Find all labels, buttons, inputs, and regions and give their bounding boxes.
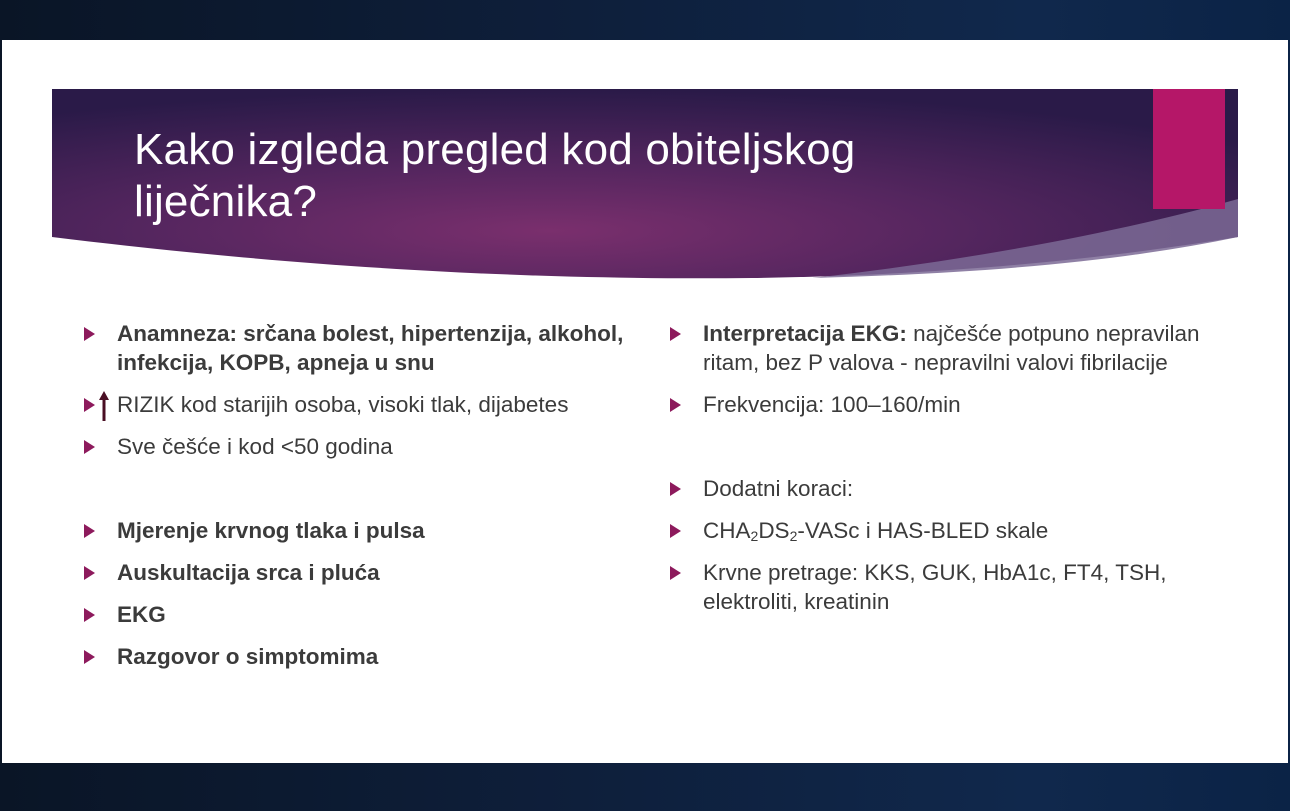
bottom-frame-band xyxy=(0,763,1290,811)
slide-title: Kako izgleda pregled kod obiteljskog liječnika? xyxy=(134,125,856,226)
list-item: $CHA_2DS_2$-VASc i HAS-BLED skale xyxy=(666,516,1226,545)
bullet-icon xyxy=(84,327,95,341)
right-column xyxy=(666,319,1226,616)
top-frame-band xyxy=(0,0,1290,40)
bullet-icon xyxy=(670,482,681,496)
slide xyxy=(2,40,1288,763)
list-item: Dodatni koraci: xyxy=(666,474,1226,503)
bullet-icon xyxy=(84,398,95,412)
list-item: EKG xyxy=(80,600,640,629)
arrow-up-icon xyxy=(99,391,109,421)
bullet-icon xyxy=(84,440,95,454)
list-item: Mjerenje krvnog tlaka i pulsa xyxy=(80,516,640,545)
list-item: Interpretacija EKG: najčešće potpuno nepravilan ritam, bez P valova - nepravilni valovi fibrilacije xyxy=(666,319,1226,377)
bullet-icon xyxy=(84,650,95,664)
accent-tab xyxy=(1153,89,1225,209)
bullet-icon xyxy=(670,398,681,412)
bullet-icon xyxy=(84,608,95,622)
list-item: Sve češće i kod <50 godina xyxy=(80,432,640,461)
bullet-icon xyxy=(670,524,681,538)
bullet-icon xyxy=(670,327,681,341)
bullet-icon xyxy=(670,566,681,580)
list-item: Auskultacija srca i pluća xyxy=(80,558,640,587)
list-item: RIZIK kod starijih osoba, visoki tlak, dijabetes xyxy=(80,390,640,419)
list-item: Anamneza: srčana bolest, hipertenzija, alkohol, infekcija, KOPB, apneja u snu xyxy=(80,319,640,377)
list-item: Krvne pretrage: KKS, GUK, HbA1c, FT4, TSH, elektroliti, kreatinin xyxy=(666,558,1226,616)
list-item: Frekvencija: 100–160/min xyxy=(666,390,1226,419)
list-item: Razgovor o simptomima xyxy=(80,642,640,671)
left-column xyxy=(80,319,640,671)
bullet-icon xyxy=(84,524,95,538)
bullet-icon xyxy=(84,566,95,580)
